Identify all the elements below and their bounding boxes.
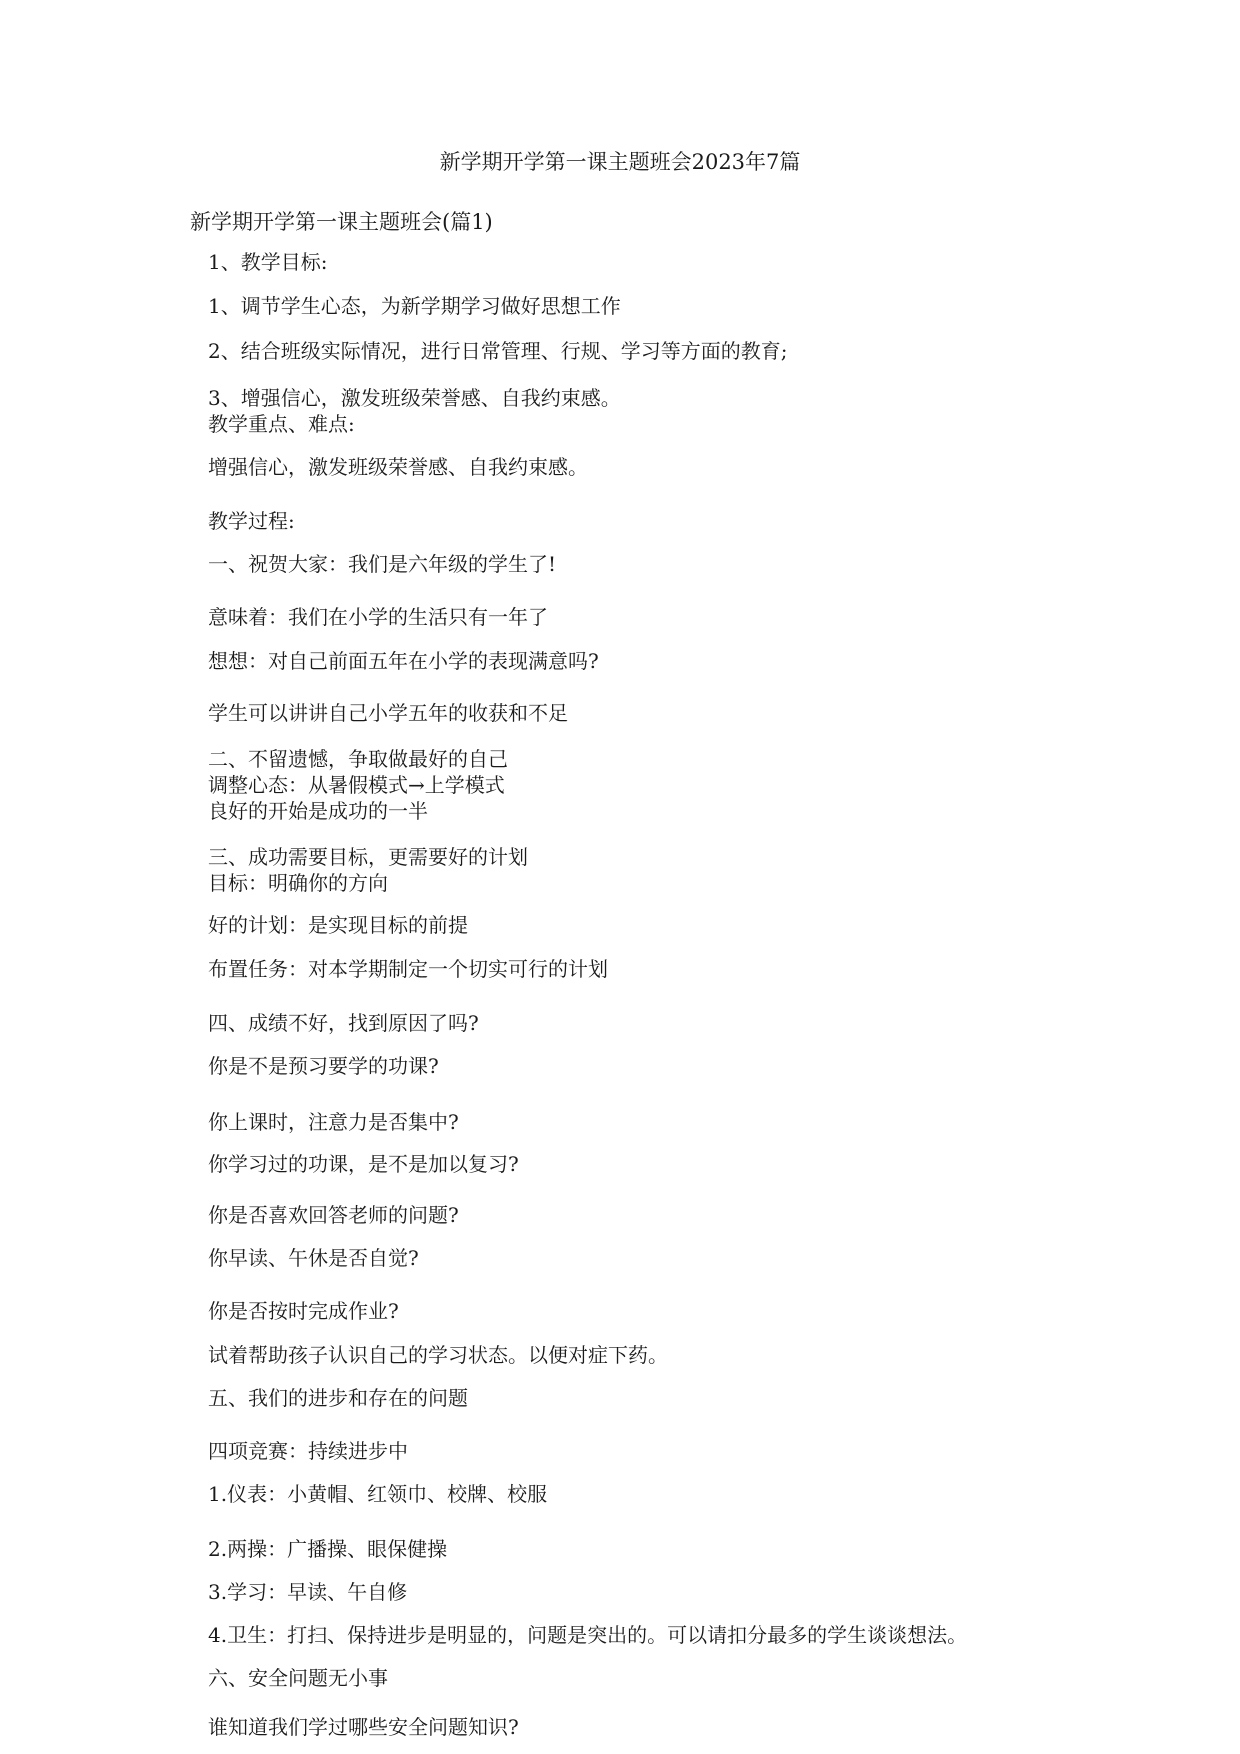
text-line: 教学过程:	[208, 509, 295, 533]
text-line: 你是否喜欢回答老师的问题?	[208, 1203, 459, 1227]
text-line: 试着帮助孩子认识自己的学习状态。以便对症下药。	[208, 1343, 668, 1367]
text-line: 布置任务：对本学期制定一个切实可行的计划	[208, 957, 608, 981]
text-line: 4.卫生：打扫、保持进步是明显的，问题是突出的。可以请扣分最多的学生谈谈想法。	[208, 1623, 968, 1647]
text-line: 你上课时，注意力是否集中?	[208, 1110, 459, 1134]
text-line: 想想：对自己前面五年在小学的表现满意吗?	[208, 649, 599, 673]
text-line: 1.仪表：小黄帽、红领巾、校牌、校服	[208, 1482, 548, 1506]
text-line: 一、祝贺大家：我们是六年级的学生了!	[208, 552, 557, 576]
text-line: 你早读、午休是否自觉?	[208, 1246, 419, 1270]
text-line: 1、调节学生心态，为新学期学习做好思想工作	[208, 294, 621, 318]
text-line: 你学习过的功课，是不是加以复习?	[208, 1152, 519, 1176]
text-line: 六、安全问题无小事	[208, 1666, 388, 1690]
text-line: 教学重点、难点:	[208, 412, 355, 436]
text-line: 好的计划：是实现目标的前提	[208, 913, 468, 937]
section-title: 新学期开学第一课主题班会(篇1)	[190, 210, 493, 234]
text-line: 1、教学目标:	[208, 250, 328, 274]
text-line: 意味着：我们在小学的生活只有一年了	[208, 605, 548, 629]
text-line: 3.学习：早读、午自修	[208, 1580, 408, 1604]
text-line: 二、不留遗憾，争取做最好的自己	[208, 747, 508, 771]
text-line: 目标：明确你的方向	[208, 871, 388, 895]
text-line: 谁知道我们学过哪些安全问题知识?	[208, 1715, 519, 1739]
text-line: 调整心态：从暑假模式→上学模式	[208, 773, 505, 797]
text-line: 你是否按时完成作业?	[208, 1299, 399, 1323]
text-line: 五、我们的进步和存在的问题	[208, 1386, 468, 1410]
text-line: 3、增强信心，激发班级荣誉感、自我约束感。	[208, 386, 621, 410]
text-line: 三、成功需要目标，更需要好的计划	[208, 845, 528, 869]
text-line: 2、结合班级实际情况，进行日常管理、行规、学习等方面的教育;	[208, 339, 788, 363]
text-line: 你是不是预习要学的功课?	[208, 1054, 439, 1078]
text-line: 四、成绩不好，找到原因了吗?	[208, 1011, 479, 1035]
text-line: 良好的开始是成功的一半	[208, 799, 428, 823]
text-line: 2.两操：广播操、眼保健操	[208, 1537, 448, 1561]
document-title: 新学期开学第一课主题班会2023年7篇	[439, 150, 801, 174]
text-line: 四项竞赛：持续进步中	[208, 1439, 408, 1463]
text-line: 增强信心，激发班级荣誉感、自我约束感。	[208, 455, 588, 479]
text-line: 学生可以讲讲自己小学五年的收获和不足	[208, 701, 568, 725]
